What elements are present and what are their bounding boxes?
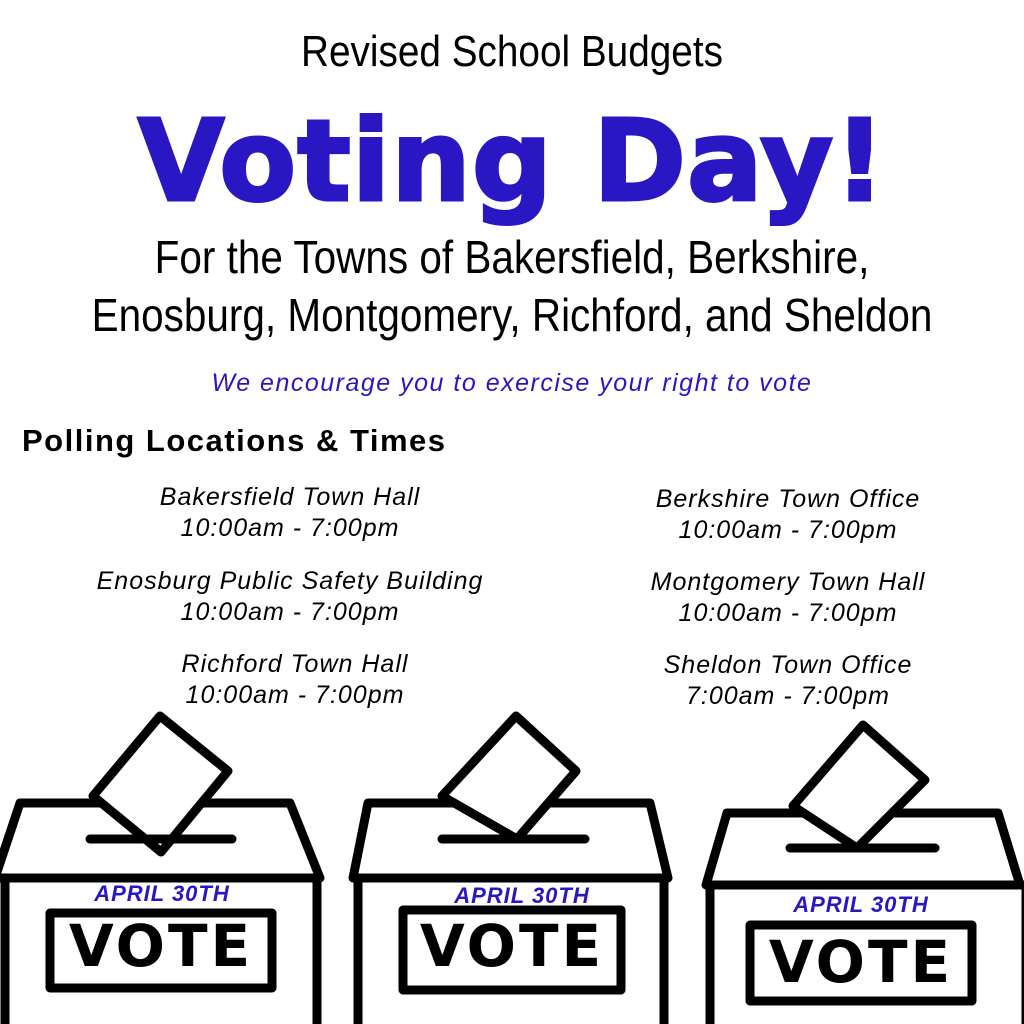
polling-heading: Polling Locations & Times: [22, 423, 447, 458]
location-time: 7:00am - 7:00pm: [686, 682, 890, 710]
location-time: 10:00am - 7:00pm: [185, 681, 405, 709]
location-enosburg: [60, 566, 520, 628]
location-time: 10:00am - 7:00pm: [678, 599, 898, 627]
location-montgomery: [558, 567, 1018, 629]
location-time: 10:00am - 7:00pm: [180, 598, 400, 626]
towns-line-2: Enosburg, Montgomery, Richford, and Sheldon: [91, 289, 933, 341]
box-2-date: APRIL 30TH: [454, 883, 590, 908]
box-3-vote-label: VOTE: [768, 928, 954, 996]
location-bakersfield: [60, 482, 520, 544]
location-berkshire: [558, 484, 1018, 546]
encourage-text: We encourage you to exercise your right to vote: [211, 369, 813, 397]
page-title: Voting Day!: [137, 97, 887, 227]
location-name: Bakersfield Town Hall: [159, 483, 421, 511]
towns-text: [61, 228, 962, 344]
box-2-vote-label: VOTE: [419, 912, 605, 980]
location-name: Berkshire Town Office: [655, 485, 921, 513]
location-name: Sheldon Town Office: [663, 651, 913, 679]
towns-line-1: For the Towns of Bakersfield, Berkshire,: [154, 231, 870, 283]
location-time: 10:00am - 7:00pm: [678, 516, 898, 544]
box-1-date: APRIL 30TH: [94, 881, 230, 906]
location-name: Enosburg Public Safety Building: [96, 567, 484, 595]
location-name: Montgomery Town Hall: [650, 568, 926, 596]
box-3-date: APRIL 30TH: [793, 892, 929, 917]
subtitle: Revised School Budgets: [301, 27, 723, 76]
location-time: 10:00am - 7:00pm: [180, 514, 400, 542]
location-name: Richford Town Hall: [181, 650, 409, 678]
box-1-vote-label: VOTE: [68, 912, 254, 980]
